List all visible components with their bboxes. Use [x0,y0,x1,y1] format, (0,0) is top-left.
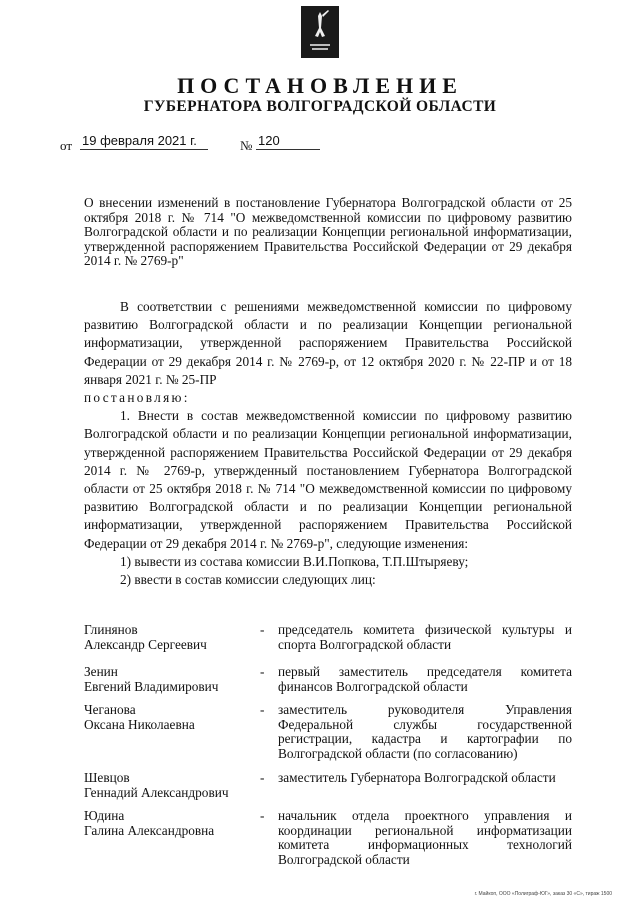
member-given-names: Оксана Николаевна [84,716,195,732]
member-given-names: Геннадий Александрович [84,784,229,800]
document-number: 120 [256,133,320,150]
document-body [84,298,572,589]
document-subject: О внесении изменений в постановление Губернатора Волгоградской области от 25 октября 2018 г. № 714 "О межведомственной комиссии по цифровому развитию Волгоградской области и по реализации Концепции региональной информатизации, утвержденной распоряжением Правительства Российской Федерации от 29 декабря 2014 г. № 2769-р" [84,195,572,268]
member-given-names: Евгений Владимирович [84,678,219,694]
coat-of-arms-emblem [301,6,339,58]
member-entry [84,771,572,809]
subitem-1: 1) вывести из состава комиссии В.И.Попкова, Т.П.Штыряеву; [120,553,469,569]
members-list [84,623,572,869]
member-given-names: Галина Александровна [84,822,215,838]
document-date: 19 февраля 2021 г. [80,133,208,150]
member-role: председатель комитета физической культуры и спорта Волгоградской области [278,622,572,652]
member-role: начальник отдела проектного управления и координации региональной информатизации комитета информационных технологий Волгоградской области [278,808,572,867]
member-dash: - [260,770,265,785]
member-given-names: Александр Сергеевич [84,636,207,652]
preamble-paragraph: В соответствии с решениями межведомственной комиссии по цифровому развитию Волгоградской области и по реализации Концепции региональной информатизации, утвержденной распоряжением Правительства Российской Федерации от 29 декабря 2014 г. № 2769-р, от 12 октября 2020 г. № 22-ПР и от 18 января 2021 г. № 25-ПР [84,299,572,387]
decree-word: постановляю: [84,390,190,406]
member-surname: Юдина [84,808,125,823]
member-surname: Зенин [84,664,118,679]
from-label: от [60,138,73,153]
member-dash: - [260,622,265,637]
subitem-2: 2) ввести в состав комиссии следующих лиц: [120,572,376,588]
date-number-line [60,133,460,153]
emblem-icon [301,6,339,58]
member-entry [84,703,572,771]
member-entry [84,665,572,703]
print-imprint: г. Майкоп, ООО «Полиграф-ЮГ», заказ 30 «С», тираж 1500 [474,891,612,897]
item-1-paragraph: 1. Внести в состав межведомственной комиссии по цифровому развитию Волгоградской области и по реализации Концепции региональной информатизации, утвержденной распоряжением Правительства Российской Федерации от 29 декабря 2014 г. № 2769-р, утвержденный постановлением Губернатора Волгоградской области от 25 октября 2018 г. № 714 "О межведомственной комиссии по цифровому развитию Волгоградской области и по реализации Концепции региональной информатизации, утвержденной распоряжением Правительства Российской Федерации от 29 декабря 2014 г. № 2769-р", следующие изменения: [84,408,572,551]
member-entry [84,623,572,665]
member-role: заместитель Губернатора Волгоградской области [278,770,556,785]
number-label: № [240,138,253,153]
member-surname: Чеганова [84,702,136,717]
member-entry [84,809,572,869]
member-dash: - [260,702,265,717]
document-title: ПОСТАНОВЛЕНИЕ [177,73,463,98]
member-surname: Шевцов [84,770,130,785]
member-dash: - [260,664,265,679]
member-dash: - [260,808,265,823]
document-subtitle: ГУБЕРНАТОРА ВОЛГОГРАДСКОЙ ОБЛАСТИ [143,98,497,115]
member-surname: Глинянов [84,622,138,637]
member-role: первый заместитель председателя комитета финансов Волгоградской области [278,664,572,694]
member-role: заместитель руководителя Управления Федеральной службы государственной регистрации, кадастра и картографии по Волгоградской области (по согласованию) [278,702,572,761]
